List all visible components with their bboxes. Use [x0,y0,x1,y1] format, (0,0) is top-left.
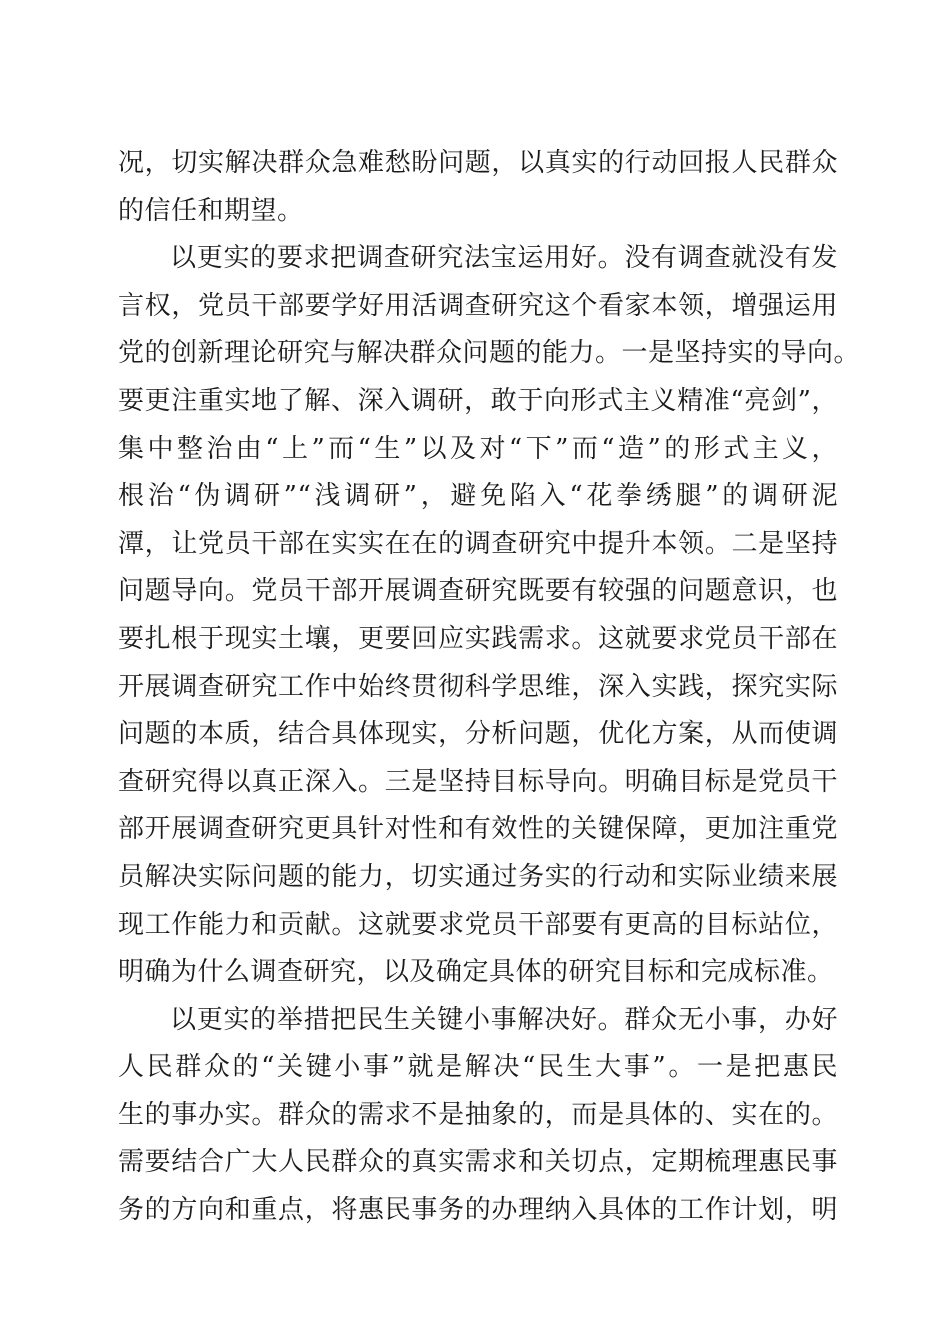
text-line: 务的方向和重点，将惠民事务的办理纳入具体的工作计划，明 [118,1195,838,1226]
text-line: 明确为什么调查研究，以及确定具体的研究目标和完成标准。 [118,957,834,988]
text-line: 现工作能力和贡献。这就要求党员干部要有更高的目标站位， [118,909,838,940]
text-line: 以更实的要求把调查研究法宝运用好。没有调查就没有发 [170,243,838,274]
text-line: 生的事办实。群众的需求不是抽象的，而是具体的、实在的。 [118,1099,838,1130]
text-line: 以更实的举措把民生关键小事解决好。群众无小事，办好 [170,1004,838,1035]
text-line: 需要结合广大人民群众的真实需求和关切点，定期梳理惠民事 [118,1147,838,1178]
text-line: 根治“伪调研”“浅调研”，避免陷入“花拳绣腿”的调研泥 [118,481,838,512]
text-line: 开展调查研究工作中始终贯彻科学思维，深入实践，探究实际 [118,671,838,702]
text-line: 要扎根于现实土壤，更要回应实践需求。这就要求党员干部在 [118,623,838,654]
text-line: 党的创新理论研究与解决群众问题的能力。一是坚持实的导向。 [118,338,861,369]
text-line: 问题导向。党员干部开展调查研究既要有较强的问题意识，也 [118,576,838,607]
text-line: 查研究得以真正深入。三是坚持目标导向。明确目标是党员干 [118,766,838,797]
text-line: 言权，党员干部要学好用活调查研究这个看家本领，增强运用 [118,290,838,321]
text-line: 集中整治由“上”而“生”以及对“下”而“造”的形式主义， [118,433,838,464]
text-line: 员解决实际问题的能力，切实通过务实的行动和实际业绩来展 [118,861,838,892]
text-line: 况，切实解决群众急难愁盼问题，以真实的行动回报人民群众 [118,148,838,178]
text-line: 要更注重实地了解、深入调研，敢于向形式主义精准“亮剑”， [118,385,838,416]
text-line: 部开展调查研究更具针对性和有效性的关键保障，更加注重党 [118,814,838,845]
text-line: 问题的本质，结合具体现实，分析问题，优化方案，从而使调 [118,719,838,750]
text-line: 的信任和期望。 [118,195,304,226]
body-text [118,140,861,1235]
text-line: 人民群众的“关键小事”就是解决“民生大事”。一是把惠民 [118,1052,838,1083]
text-line: 潭，让党员干部在实实在在的调查研究中提升本领。二是坚持 [118,528,838,559]
